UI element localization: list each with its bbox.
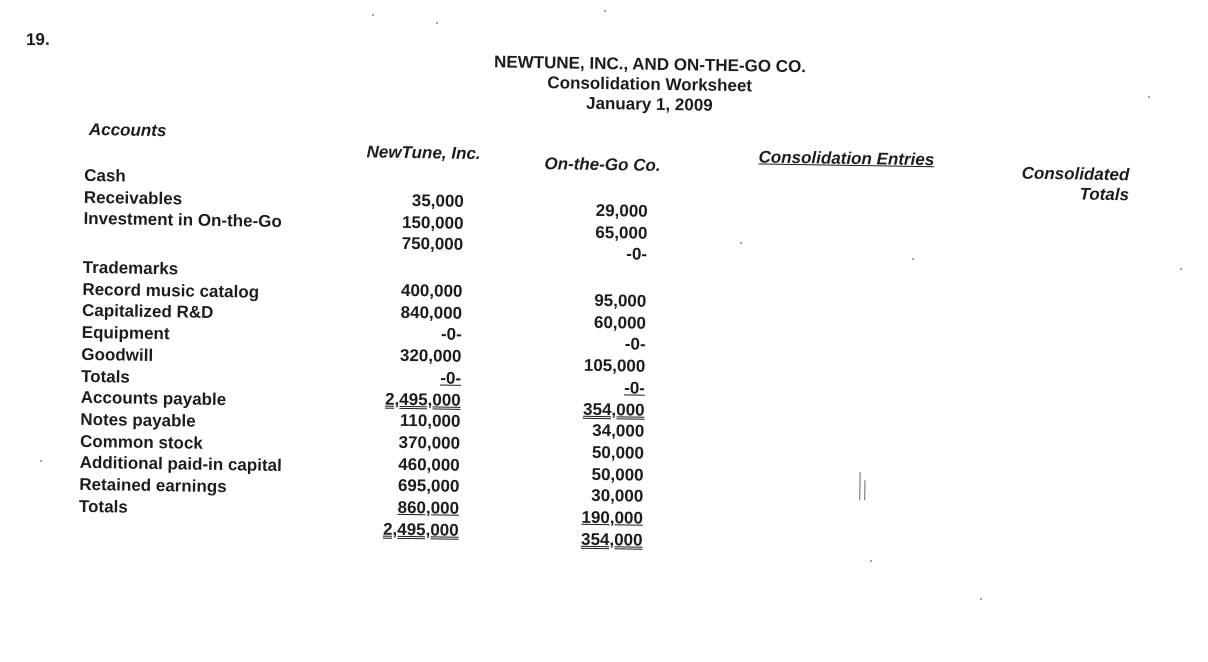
newtune-totals-assets: 2,495,000 xyxy=(384,389,461,410)
newtune-totals-liabilities-equity: 2,495,000 xyxy=(382,519,459,540)
newtune-common-stock: 460,000 xyxy=(398,454,460,475)
header-accounts: Accounts xyxy=(88,119,167,141)
onthego-retained-earnings: 190,000 xyxy=(581,507,644,528)
newtune-equipment: 320,000 xyxy=(399,345,462,366)
onthego-receivables: 65,000 xyxy=(595,222,648,243)
scan-speck xyxy=(1180,268,1182,270)
onthego-capitalized-rd: -0- xyxy=(624,334,646,355)
account-notes-payable: Notes payable xyxy=(80,409,196,431)
newtune-group-1 xyxy=(373,189,464,256)
newtune-investment: 750,000 xyxy=(401,234,464,255)
scan-speck xyxy=(436,22,438,24)
header-totals-line2: Totals xyxy=(1079,184,1130,205)
onthego-common-stock: 50,000 xyxy=(591,464,644,485)
account-record-music-catalog: Record music catalog xyxy=(82,279,260,302)
accounts-group-1 xyxy=(83,165,282,233)
account-trademarks: Trademarks xyxy=(82,257,179,279)
scan-speck xyxy=(912,258,914,260)
accounts-group-2 xyxy=(79,257,285,521)
account-goodwill: Goodwill xyxy=(81,344,154,365)
account-receivables: Receivables xyxy=(83,187,183,209)
scan-speck xyxy=(372,14,374,16)
onthego-notes-payable: 50,000 xyxy=(591,442,645,463)
onthego-totals-assets: 354,000 xyxy=(583,399,645,420)
newtune-accounts-payable: 110,000 xyxy=(399,411,461,432)
account-equipment: Equipment xyxy=(81,322,170,344)
account-totals-liabilities-equity: Totals xyxy=(78,496,128,517)
scan-speck xyxy=(604,10,606,12)
scan-speck xyxy=(40,460,42,462)
scan-speck xyxy=(740,242,742,244)
newtune-goodwill: -0- xyxy=(440,368,462,388)
header-totals-line1: Consolidated xyxy=(1021,163,1130,185)
worksheet-subtitle: Consolidation Worksheet xyxy=(547,73,753,96)
newtune-receivables: 150,000 xyxy=(401,212,464,233)
onthego-group-1 xyxy=(557,199,648,266)
account-additional-paid-in-capital: Additional paid-in capital xyxy=(79,453,282,476)
company-title: NEWTUNE, INC., AND ON-THE-GO CO. xyxy=(493,52,807,77)
newtune-retained-earnings: 860,000 xyxy=(397,497,460,518)
scan-mark xyxy=(859,472,860,500)
onthego-trademarks: 95,000 xyxy=(594,290,647,311)
scan-mark xyxy=(864,480,865,500)
scan-speck xyxy=(980,598,982,600)
newtune-cash: 35,000 xyxy=(411,191,464,211)
worksheet-title xyxy=(449,52,850,118)
onthego-cash: 29,000 xyxy=(595,200,648,221)
account-totals-assets: Totals xyxy=(80,366,131,387)
onthego-record-music-catalog: 60,000 xyxy=(593,312,647,333)
account-investment: Investment in On-the-Go xyxy=(83,209,282,232)
onthego-additional-paid-in-capital: 30,000 xyxy=(591,486,644,507)
account-cash: Cash xyxy=(84,165,126,186)
scan-speck xyxy=(1148,96,1150,98)
account-accounts-payable: Accounts payable xyxy=(80,388,227,410)
onthego-investment: -0- xyxy=(626,244,648,265)
newtune-additional-paid-in-capital: 695,000 xyxy=(397,476,460,497)
onthego-totals-liabilities-equity: 354,000 xyxy=(580,529,643,550)
header-consolidated-totals xyxy=(1003,163,1130,205)
worksheet-date: January 1, 2009 xyxy=(585,93,713,115)
newtune-capitalized-rd: -0- xyxy=(440,324,462,345)
newtune-notes-payable: 370,000 xyxy=(398,432,461,453)
problem-number: 19. xyxy=(25,29,50,50)
onthego-goodwill: -0- xyxy=(624,378,646,398)
onthego-group-2 xyxy=(552,289,646,551)
newtune-trademarks: 400,000 xyxy=(400,280,463,301)
account-capitalized-rd: Capitalized R&D xyxy=(81,301,214,323)
account-retained-earnings: Retained earnings xyxy=(79,474,227,497)
scan-speck xyxy=(870,560,872,562)
newtune-record-music-catalog: 840,000 xyxy=(400,302,463,323)
onthego-accounts-payable: 34,000 xyxy=(592,421,645,441)
header-consolidation-entries: Consolidation Entries xyxy=(758,147,935,170)
header-newtune: NewTune, Inc. xyxy=(366,142,481,164)
header-onthego: On-the-Go Co. xyxy=(544,154,661,175)
newtune-group-2 xyxy=(369,279,463,541)
account-common-stock: Common stock xyxy=(79,431,203,453)
onthego-equipment: 105,000 xyxy=(583,355,646,376)
